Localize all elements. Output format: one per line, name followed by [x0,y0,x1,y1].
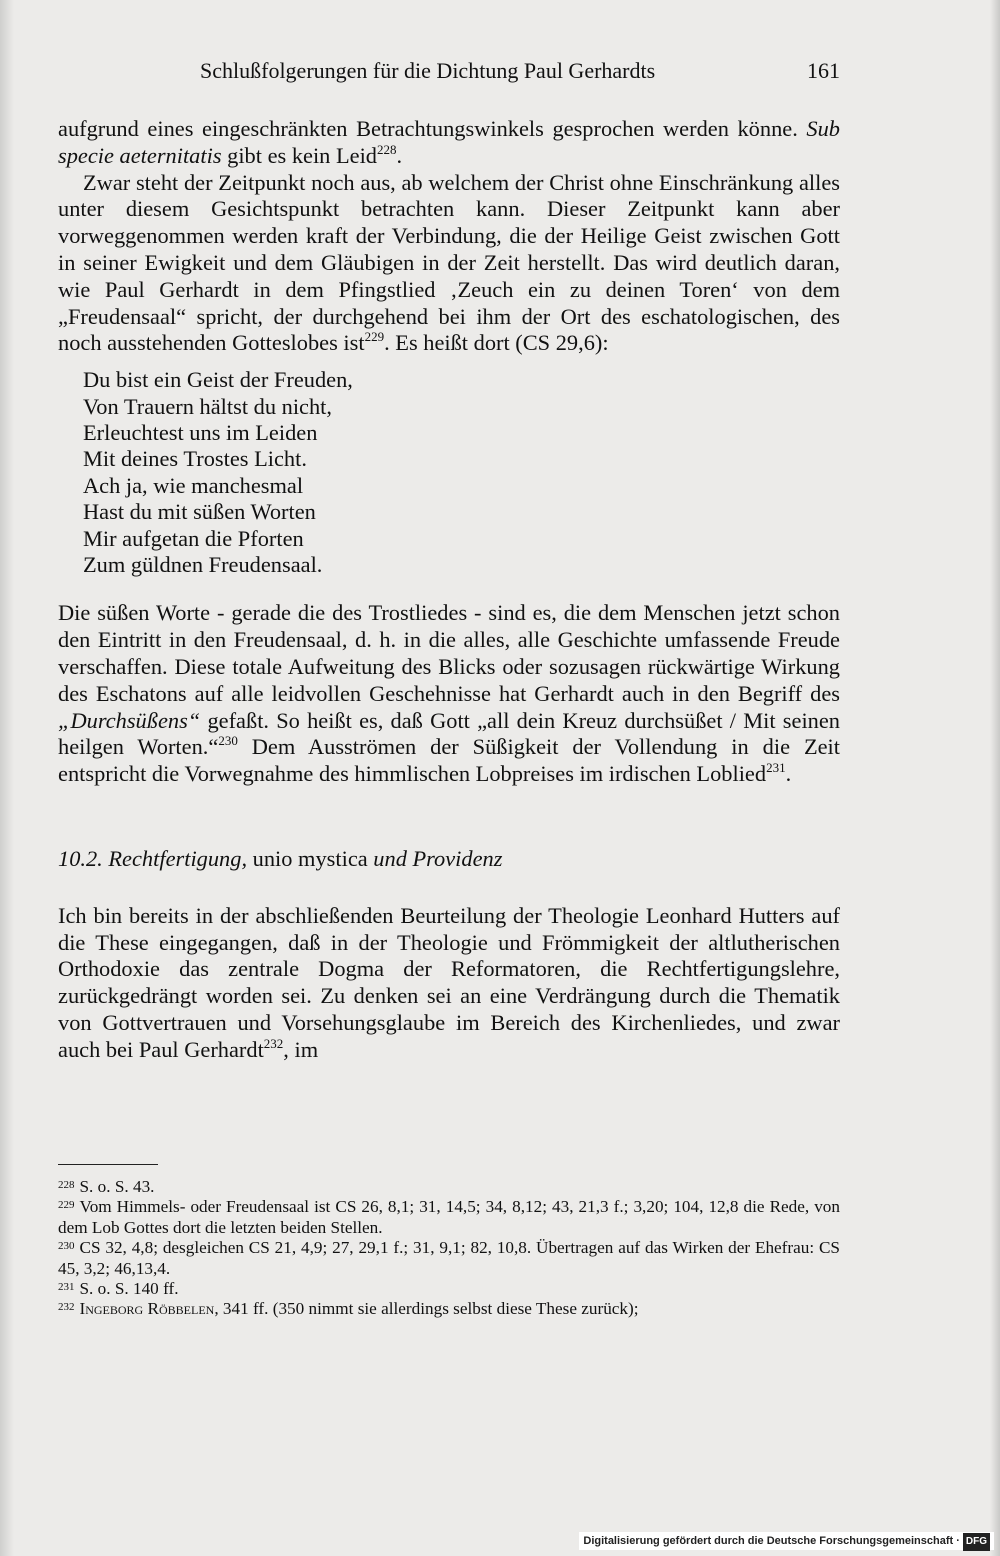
running-header [200,58,840,90]
dfg-logo: DFG [963,1533,990,1551]
text-run: Ich bin bereits in der abschließenden Beurteilung der Theologie Leonhard Hutters auf die These eingegangen, daß in der Theologie und Frömmigkeit der altlutherischen Orthodoxie das zentrale Dogma der Reformatoren, die Rechtfertigungslehre, zurückgedrängt worden sei. Zu denken sei an eine Verdrängung durch die Thematik von Gottvertrauen und Vorsehungsglaube im Bereich des Kirchenliedes, und zwar auch bei Paul Gerhardt [58,902,840,1062]
footnote-number: 229 [58,1199,75,1212]
section-heading [58,846,840,873]
credit-text: Digitalisierung gefördert durch die Deutsche Forschungsgemeinschaft · [583,1535,960,1547]
footnote-229 [58,1197,840,1238]
footnote-ref-228[interactable]: 228 [377,141,397,157]
footnote-232 [58,1299,840,1319]
paragraph-3 [58,600,840,788]
text-run: , im [283,1036,319,1062]
digitization-credit [579,1532,994,1550]
verse-line: Du bist ein Geist der Freuden, [83,367,353,393]
verse-line: Mit deines Trostes Licht. [83,446,307,472]
footnote-number: 231 [58,1281,75,1294]
text-run: . [396,142,403,168]
footnote-228 [58,1177,840,1197]
text-run: Zwar steht der Zeitpunkt noch aus, ab welchem der Christ ohne Einschränkung alles unter diesem Gesichtspunkt betrachten kann. Dieser Zeitpunkt kann aber vorweggenommen werden kraft der Verbindung, die der Heilige Geist zwischen Gott in seiner Ewigkeit und dem Gläubigen in der Zeit herstellt. Das wird deutlich daran, wie Paul Gerhardt in dem Pfingstlied ‚Zeuch ein zu deinen Toren‘ von dem „Freudensaal“ spricht, der durchgehend bei ihm der Ort des eschatologischen, des noch ausstehenden Gotteslobes ist [58,169,840,356]
footnote-text: Vom Himmels- oder Freudensaal ist CS 26, 8,1; 31, 14,5; 34, 8,12; 43, 21,3 f.; 3,20; 104, 12,8 die Rede, von dem Lob Gottes dort die letzten beiden Stellen. [58,1197,840,1237]
footnote-ref-230[interactable]: 230 [218,733,238,749]
footnote-ref-231[interactable]: 231 [766,760,786,776]
italic-phrase: „Durchsüßens“ [58,707,201,733]
footnote-ref-232[interactable]: 232 [263,1035,284,1051]
footnote-231 [58,1279,840,1299]
text-run: Dem Ausströmen der Süßigkeit der Vollendung in die Zeit entspricht die Vorwegnahme des himmlischen Lobpreises im irdischen Loblied [58,734,841,787]
text-run: . Es heißt dort (CS 29,6): [384,330,609,356]
text-run: . [785,761,792,787]
footnote-number: 232 [58,1301,75,1314]
footnote-author: Ingeborg Röbbelen [79,1299,215,1319]
page-edge-left [0,0,14,1556]
main-text [58,116,840,1064]
heading-part: unio mystica [247,846,374,871]
footnote-text: CS 32, 4,8; desgleichen CS 21, 4,9; 27, 29,1 f.; 31, 9,1; 82, 10,8. Übertragen auf das Wirken der Ehefrau: CS 45, 3,2; 46,13,4. [58,1238,840,1278]
paragraph-4 [58,903,840,1064]
text-run: Die süßen Worte - gerade die des Trostliedes - sind es, die dem Menschen jetzt schon den Eintritt in den Freudensaal, d. h. in die alles, alle Geschichte umfassende Freude verschaffen. Diese totale Aufweitung des Blicks oder sozusagen rückwärtige Wirkung des Eschatons auf alle leidvollen Geschehnisse hat Gerhardt auch in den Begriff des [58,600,840,706]
text-run: gibt es kein Leid [221,142,378,168]
verse-line: Erleuchtest uns im Leiden [83,419,318,445]
page-edge-right [990,0,1000,1556]
footnote-divider [58,1164,158,1165]
heading-part: 10.2. Rechtfertigung, [58,846,248,871]
italic-phrase: Sub specie aeternitatis [58,116,840,168]
verse-line: Von Trauern hältst du nicht, [83,393,332,419]
page-number: 161 [807,58,840,83]
footnote-text: S. o. S. 43. [79,1177,155,1196]
text-run: gefaßt. So heißt es, daß Gott „all dein Kreuz durchsüßet / Mit seinen heilgen Worten.“ [58,707,840,760]
footnote-230 [58,1238,840,1279]
footnote-ref-229[interactable]: 229 [364,329,385,345]
verse-line: Ach ja, wie manchesmal [83,472,304,498]
verse-line: Mir aufgetan die Pforten [83,525,304,551]
footnote-text: S. o. S. 140 ff. [79,1279,179,1299]
verse-line: Zum güldnen Freudensaal. [83,552,323,578]
footnote-number: 230 [58,1240,75,1253]
running-title: Schlußfolgerungen für die Dichtung Paul Gerhardts [200,58,656,83]
footnote-number: 228 [58,1179,75,1191]
heading-part: und Providenz [373,846,503,871]
paragraph-2 [58,170,840,358]
footnote-text: , 341 ff. (350 nimmt sie allerdings selbst diese These zurück); [214,1299,639,1319]
hymn-verse [83,367,840,578]
text-run: aufgrund eines eingeschränkten Betrachtungswinkels gesprochen werden könne. [58,116,807,141]
footnotes [58,1177,840,1320]
paragraph-1 [58,116,840,170]
verse-line: Hast du mit süßen Worten [83,499,316,525]
